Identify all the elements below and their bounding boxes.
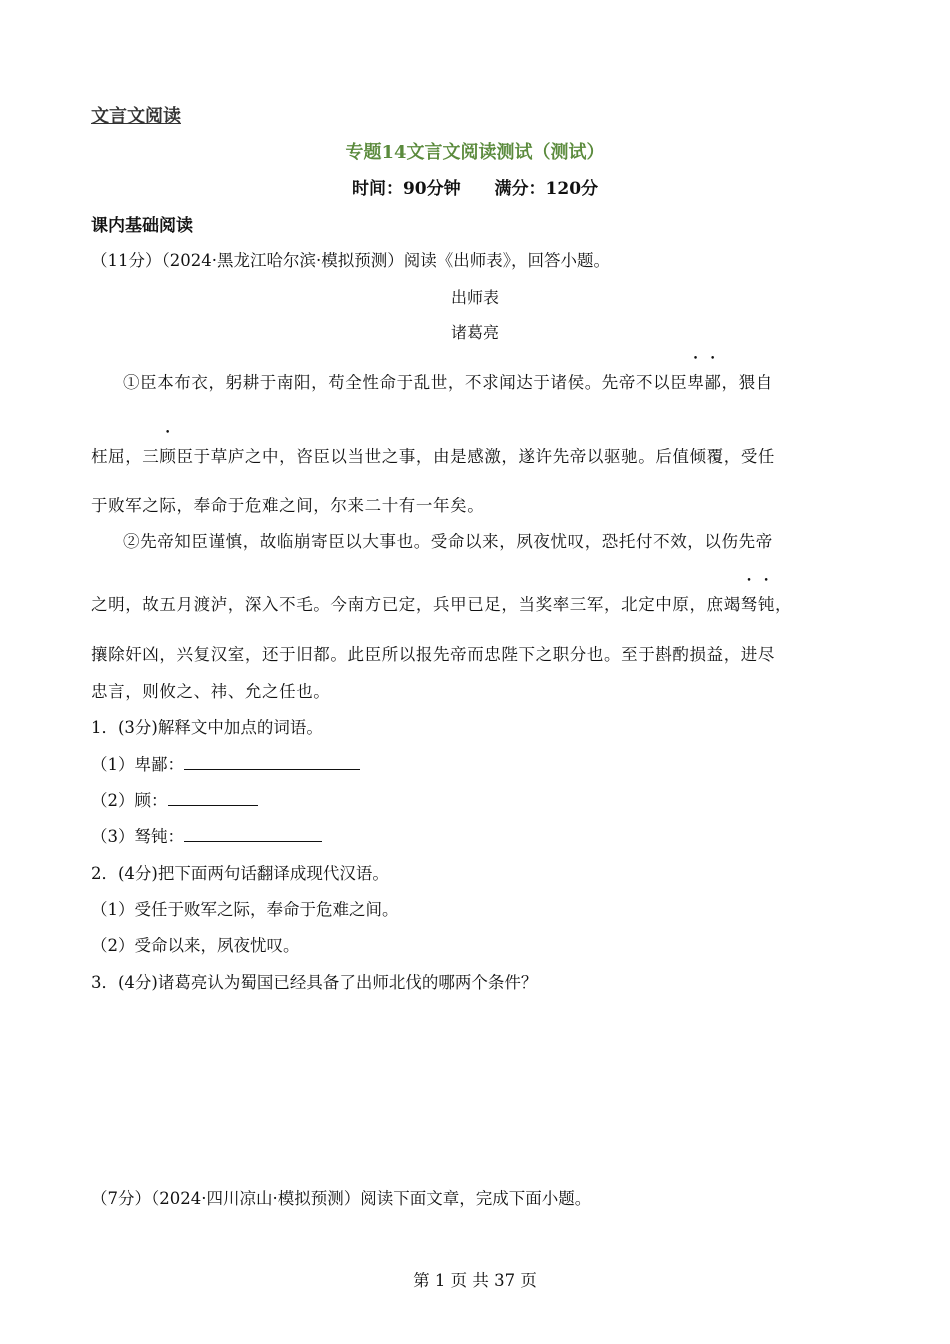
section-heading: 课内基础阅读 [91, 216, 193, 236]
dotted-char: 卑 [687, 373, 705, 392]
dotted-char: 顾 [159, 447, 177, 466]
passage-line: 于败军之际，奉命于危难之间，尔来二十有一年矣。 [91, 496, 485, 515]
question-1-3 [91, 823, 322, 847]
dotted-char: 驽 [740, 595, 758, 614]
passage-text: 枉屈，三 [91, 447, 160, 466]
passage-text: ， [775, 595, 793, 614]
answer-blank[interactable] [184, 827, 322, 842]
question-1: 1．(3分)解释文中加点的词语。 [91, 718, 323, 737]
question-3: 3．(4分)诸葛亮认为蜀国已经具备了出师北伐的哪两个条件？ [91, 973, 538, 992]
category-heading: 文言文阅读 [91, 106, 181, 127]
exam-time: 时间：90分钟 [351, 179, 461, 199]
passage-text: 臣于草庐之中，咨臣以当世之事，由是感激，遂许先帝以驱驰。后值倾覆，受任 [176, 447, 776, 466]
passage-title: 出师表 [450, 288, 499, 307]
page-footer: 第 1 页 共 37 页 [413, 1271, 537, 1290]
passage-line [91, 591, 861, 615]
passage-text: ①臣本布衣，躬耕于南阳，苟全性命于乱世，不求闻达于诸侯。先帝不以臣 [123, 373, 688, 392]
question-1-2 [91, 787, 258, 811]
question-1-1 [91, 751, 360, 775]
passage-author: 诸葛亮 [450, 323, 499, 342]
question-2-2: （2）受命以来，夙夜忧叹。 [91, 936, 300, 955]
passage-text: 之明，故五月渡泸，深入不毛。今南方已定，兵甲已足，当奖率三军，北定中原，庶竭 [91, 595, 741, 614]
question-2: 2．(4分)把下面两句话翻译成现代汉语。 [91, 864, 389, 883]
passage-line [91, 443, 861, 467]
passage-line: 忠言，则攸之、祎、允之任也。 [91, 682, 331, 701]
question-intro: （11分）（2024·黑龙江哈尔滨·模拟预测）阅读《出师表》，回答小题。 [91, 251, 610, 270]
sub-question-label: （3）驽钝： [91, 827, 184, 846]
exam-meta [0, 174, 950, 199]
passage-line: ②先帝知臣谨慎，故临崩寄臣以大事也。受命以来，夙夜忧叹，恐托付不效，以伤先帝 [123, 532, 773, 551]
passage-line [91, 369, 893, 393]
passage-line: 攘除奸凶，兴复汉室，还于旧都。此臣所以报先帝而忠陛下之职分也。至于斟酌损益，进尽 [91, 645, 775, 664]
dotted-char: 钝 [757, 595, 776, 614]
page-title: 专题14文言文阅读测试（测试） [345, 142, 605, 163]
answer-blank[interactable] [168, 791, 258, 806]
answer-blank[interactable] [184, 755, 360, 770]
next-question-intro: （7分）（2024·四川凉山·模拟预测）阅读下面文章，完成下面小题。 [91, 1189, 592, 1208]
question-2-1: （1）受任于败军之际，奉命于危难之间。 [91, 900, 399, 919]
passage-text: ，猥自 [721, 373, 773, 392]
dotted-char: 鄙 [704, 373, 722, 392]
sub-question-label: （1）卑鄙： [91, 755, 184, 774]
exam-score: 满分：120分 [494, 179, 599, 199]
sub-question-label: （2）顾： [91, 791, 168, 810]
